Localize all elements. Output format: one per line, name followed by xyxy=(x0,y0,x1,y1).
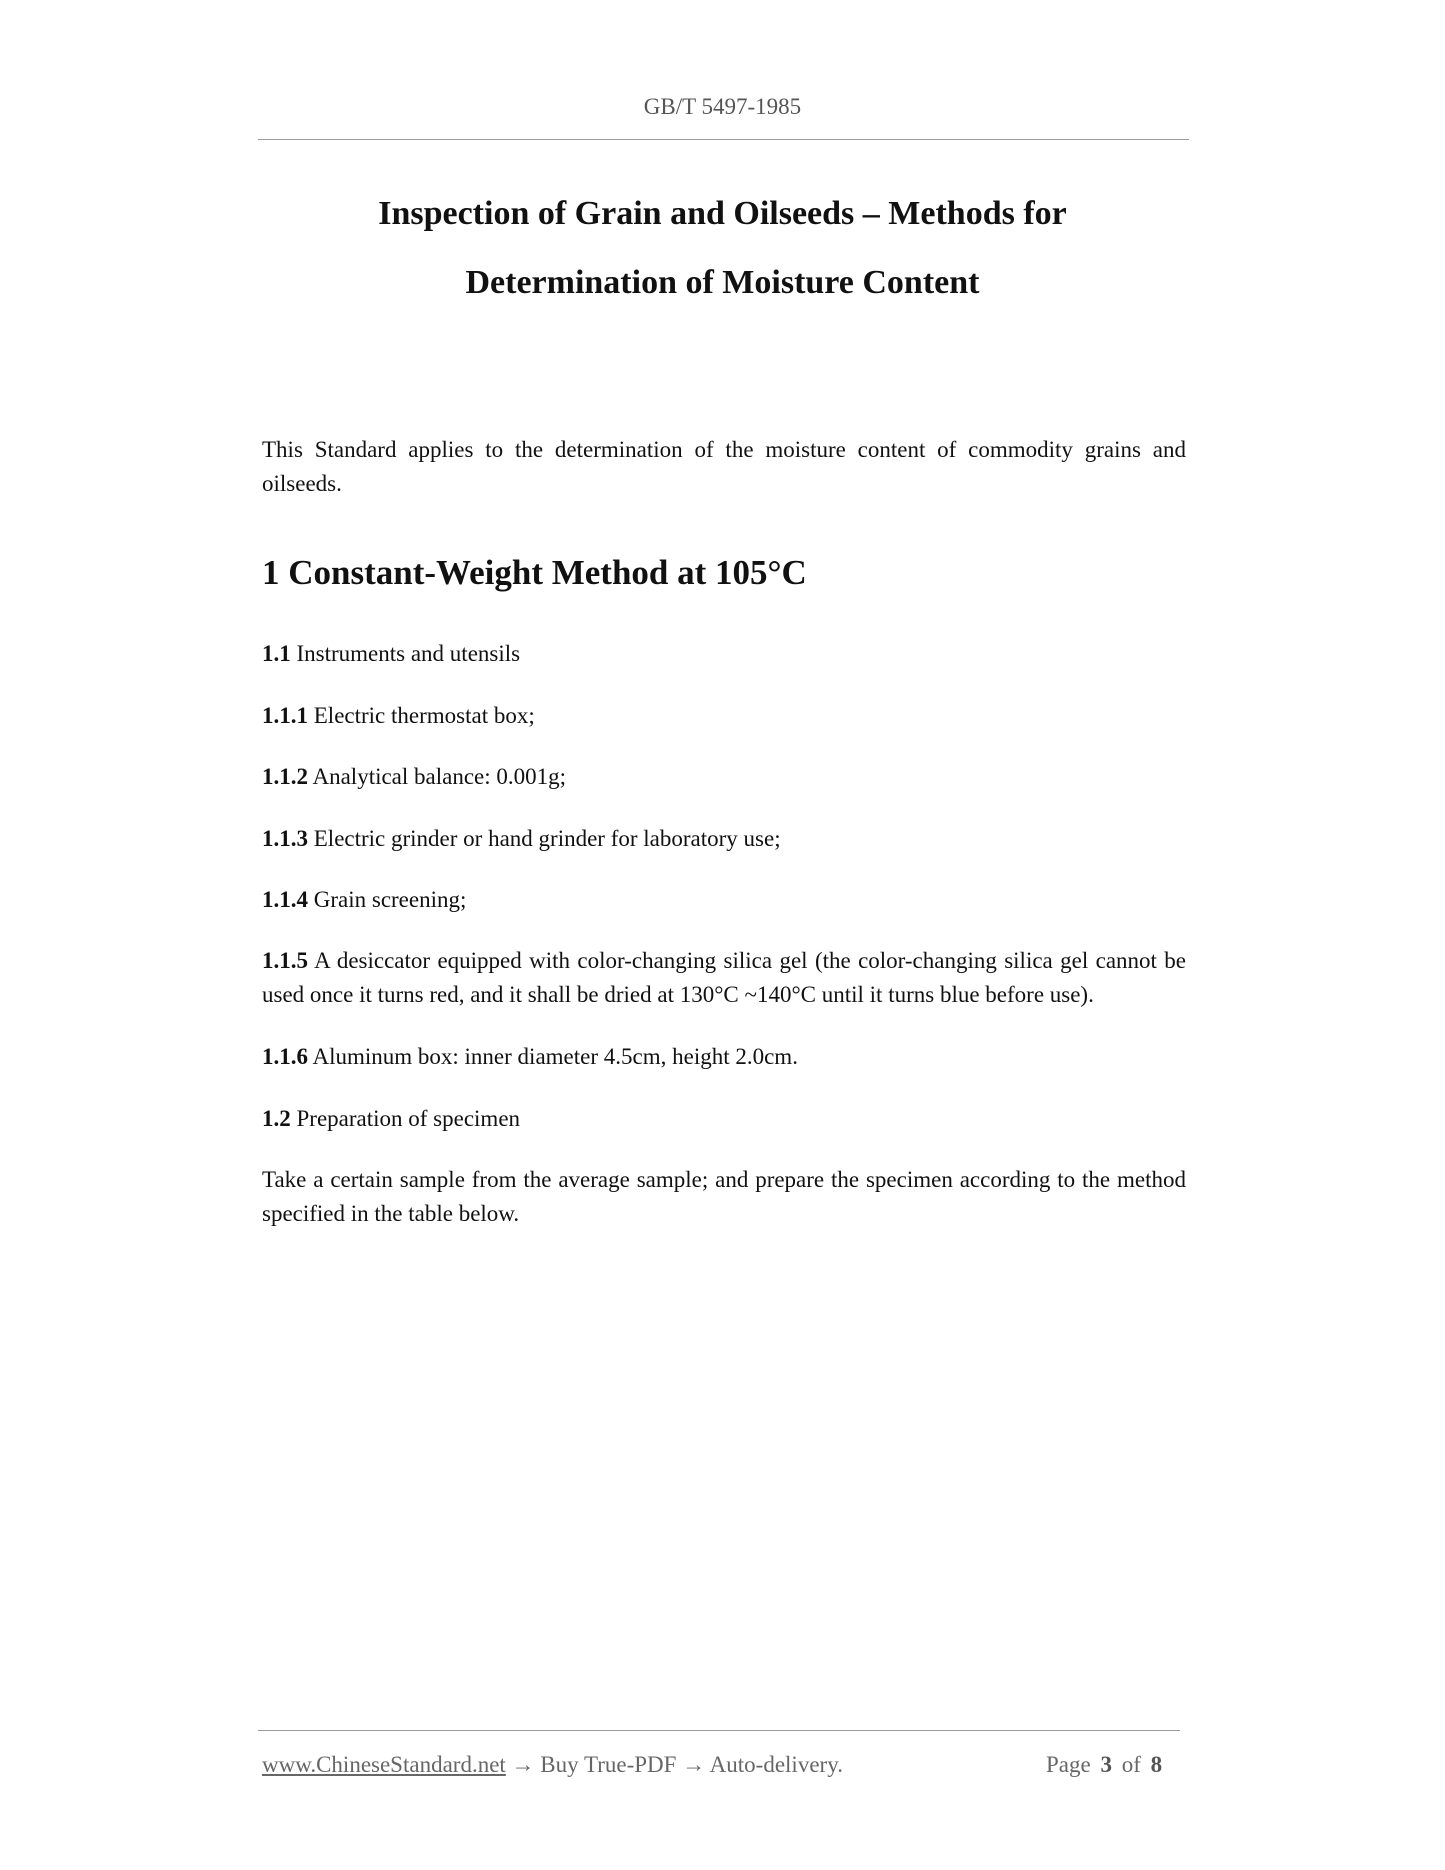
auto-delivery-text: Auto-delivery. xyxy=(709,1752,843,1777)
page-total: 8 xyxy=(1150,1752,1163,1777)
document-title-line-1: Inspection of Grain and Oilseeds – Methods for xyxy=(378,195,1067,232)
item-text: Electric grinder or hand grinder for laboratory use; xyxy=(313,826,781,851)
item-number: 1.2 xyxy=(262,1106,291,1131)
intro-paragraph: This Standard applies to the determination of the moisture content of commodity grains and oilseeds. xyxy=(262,437,1186,496)
item-number: 1.1.4 xyxy=(262,887,308,912)
site-link[interactable]: www.ChineseStandard.net xyxy=(262,1752,506,1777)
item-1-1-4 xyxy=(262,883,1186,917)
standard-code-header: GB/T 5497-1985 xyxy=(643,94,802,119)
closing-paragraph: Take a certain sample from the average sample; and prepare the specimen according to the method specified in the table below. xyxy=(262,1167,1186,1226)
item-number: 1.1.2 xyxy=(262,764,308,789)
item-1-1-1 xyxy=(262,699,1186,733)
header-divider xyxy=(258,139,1189,140)
item-1-1-2 xyxy=(262,760,1186,794)
item-1-2 xyxy=(262,1102,1186,1136)
footer-divider xyxy=(258,1730,1180,1731)
item-text: Aluminum box: inner diameter 4.5cm, height 2.0cm. xyxy=(312,1044,798,1069)
arrow-right-icon: → xyxy=(682,1752,706,1777)
item-text: Preparation of specimen xyxy=(296,1106,521,1131)
page-indicator xyxy=(1046,1752,1162,1778)
item-text: Instruments and utensils xyxy=(296,641,521,666)
buy-true-pdf-text: Buy True-PDF xyxy=(540,1752,677,1777)
item-1-1-5 xyxy=(262,944,1186,1012)
item-text: Analytical balance: 0.001g; xyxy=(312,764,567,789)
page-label: Page xyxy=(1046,1752,1091,1777)
item-number: 1.1.6 xyxy=(262,1044,308,1069)
item-1-1 xyxy=(262,637,1186,671)
of-label: of xyxy=(1121,1752,1141,1777)
section-heading: 1 Constant-Weight Method at 105°C xyxy=(262,553,807,592)
document-title-line-2: Determination of Moisture Content xyxy=(465,264,980,301)
footer-promo xyxy=(262,1752,843,1778)
item-number: 1.1.1 xyxy=(262,703,308,728)
page-number: 3 xyxy=(1100,1752,1112,1777)
arrow-right-icon: → xyxy=(511,1752,535,1777)
item-number: 1.1.3 xyxy=(262,826,308,851)
item-text: Grain screening; xyxy=(313,887,467,912)
item-1-1-6 xyxy=(262,1040,1186,1074)
item-text: A desiccator equipped with color-changing silica gel (the color-changing silica gel cannot be used once it turns red, and it shall be dried at 130°C ~140°C until it turns blue before use). xyxy=(262,948,1187,1007)
item-number: 1.1.5 xyxy=(262,948,308,973)
item-number: 1.1 xyxy=(262,641,291,666)
item-1-1-3 xyxy=(262,822,1186,856)
item-text: Electric thermostat box; xyxy=(313,703,535,728)
